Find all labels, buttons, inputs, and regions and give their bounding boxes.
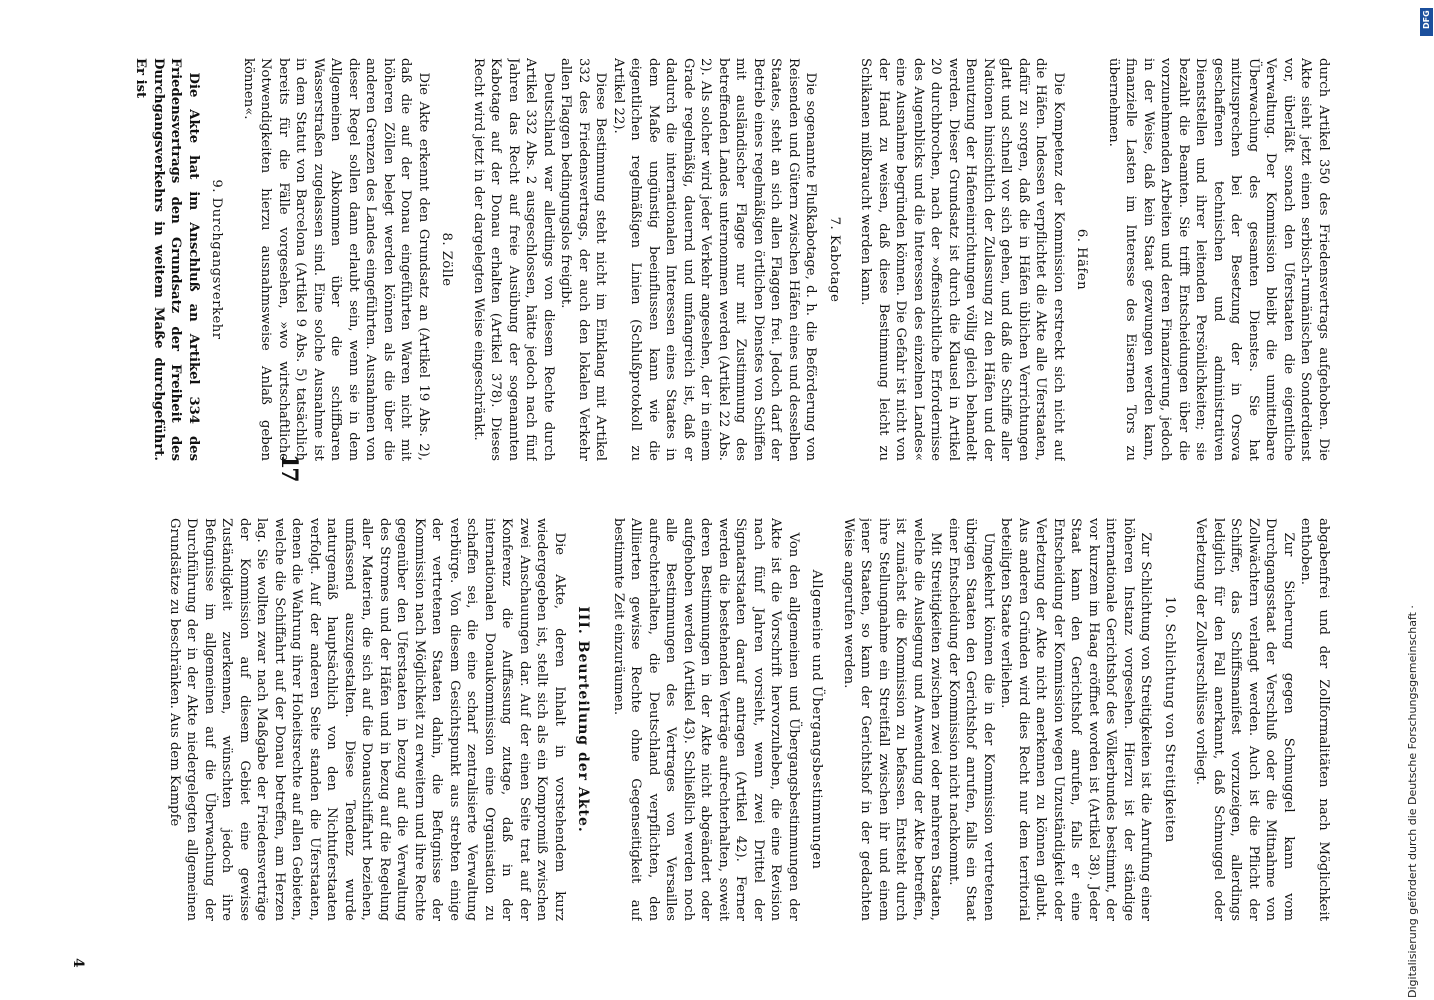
paragraph: Die Akte erkennt den Grundsatz an (Artikel 19 Abs. 2), daß die auf der Donau eingeführten Waren nicht mit höheren Zöllen belegt werden können als die über die anderen Grenzen des Landes eingeführten. Ausnahmen von dieser Regel sollen dann erlaubt sein, wenn sie in dem Allgemeinen Abkommen über die schiffbaren Wasserstraßen zugelassen sind. Eine solche Ausnahme ist in dem Statut von Barcelona (Artikel 9 Abs. 5) tatsächlich bereits für die Fälle vorgesehen, »wo wirtschaftliche Notwendigkeiten hierzu ausnahmsweise Anlaß geben können«.	[241, 58, 431, 461]
rotated-document-page	[42, 58, 1332, 968]
page-header-mark: 17	[276, 454, 302, 481]
credit-text: Digitalisierung gefördert durch die Deutsche Forschungsgemeinschaft ·	[1406, 605, 1419, 998]
paragraph: Die Akte, deren Inhalt in vorstehendem kurz wiedergegeben ist, stellt sich als ein Kompromiß zwischen zwei Anschauungen dar. Auf der einen Seite trat auf der Konferenz die Auffassung zutage, daß in der internationalen Donaukommission eine Organisation zu schaffen sei, die eine scharf zentralisierte Verwaltung verbürge. Von diesem Gesichtspunkt aus strebten einige der vertretenen Staaten dahin, die Befugnisse der Kommission nach Möglichkeit zu erweitern und ihre Rechte gegenüber den Uferstaaten in bezug auf die Verwaltung des Stromes und der Häfen und in bezug auf die Regelung aller Materien, die sich auf die Donauschiffahrt beziehen, umfassend auszugestalten. Diese Tendenz wurde naturgemäß hauptsächlich von den Nichtuferstaaten verfolgt. Auf der anderen Seite standen die Uferstaaten, denen die Wahrung ihrer Hoheitsrechte auf allen Gebieten, welche die Schiffahrt auf der Donau betreffen, am Herzen lag. Sie wollten zwar nach Maßgabe der Friedensverträge der Kommission auf diesem Gebiet eine gewisse Zuständigkeit zuerkennen, wünschten jedoch ihre Befugnisse im allgemeinen auf die Überwachung der Durchführung der in der Akte niedergelegten allgemeinen Grundsätze zu beschränken. Aus dem Kampfe	[167, 518, 567, 921]
section-heading-general: Allgemeine und Übergangsbestimmungen	[809, 569, 825, 870]
section-heading-7: 7. Kabotage	[827, 216, 842, 303]
paragraph: Die Akte hat im Anschluß an Artikel 334 des Friedensvertrags den Grundsatz der Freiheit des Durchgangsverkehrs in weitem Maße durchgeführt. Er ist	[133, 58, 201, 461]
digitization-credit	[1404, 8, 1428, 998]
paragraph: Umgekehrt können die in der Kommission vertretenen übrigen Staaten den Gerichtshof anrufen, falls ein Staat einer Entscheidung der Kommission nicht nachkommt.	[946, 518, 996, 921]
paragraph: durch Artikel 350 des Friedensvertrags aufgehoben. Die Akte sieht jetzt einen serbisch-rumänischen Sonderdienst vor, überläßt sonach den Uferstaaten die eigentliche Verwaltung. Der Kommission bleibt die unmittelbare Überwachung des gesamten Dienstes. Sie hat mitzusprechen bei der Besetzung der in Orsova geschaffenen technischen und administrativen Dienststellen und ihrer leitenden Persönlichkeiten; sie bezahlt die Beamten. Sie trifft Entscheidungen über die vorzunehmenden Arbeiten und deren Finanzierung, jedoch in der Weise, daß kein Staat gezwungen werden kann, finanzielle Lasten im Interesse des Eisernen Tors zu übernehmen.	[1106, 58, 1331, 461]
section-heading-iii: III. Beurteilung der Akte.	[575, 606, 592, 833]
paragraph: Diese Bestimmung steht nicht im Einklang mit Artikel 332 des Friedensvertrags, der auch den lokalen Verkehr allen Flaggen bedingungslos freigibt.	[558, 58, 609, 461]
paragraph: Die sogenannte Flußkabotage, d. h. die Beförderung von Reisenden und Gütern zwischen Häfen eines und desselben Staates, steht an sich allen Flaggen frei. Jedoch darf der Betrieb eines regelmäßigen örtlichen Dienstes von Schiffen mit ausländischer Flagge nur mit Zustimmung des betreffenden Landes unternommen werden (Artikel 22 Abs. 2). Als solcher wird jeder Verkehr angesehen, der in einem Grade regelmäßig, dauernd und umfangreich ist, daß er dadurch die internationalen Interessen eines Staates in dem Maße ungünstig beeinflussen kann wie die eigentlichen regelmäßigen Linien (Schlußprotokoll zu Artikel 22).	[611, 58, 819, 461]
left-text-column	[62, 58, 1332, 461]
paragraph: abgabenfrei und der Zollformalitäten nach Möglichkeit enthoben.	[1298, 518, 1331, 921]
paragraph: Deutschland war allerdings von diesem Rechte durch Artikel 332 Abs. 2 ausgeschlossen, hätte jedoch nach fünf Jahren das Recht auf freie Ausübung der sogenannten Kabotage auf der Donau erhalten (Artikel 378). Dieses Recht wird jetzt in der dargelegten Weise eingeschränkt.	[471, 58, 556, 461]
paragraph: Zur Sicherung gegen Schmuggel kann vom Durchgangsstaat der Verschluß oder die Mitnahme von Zollwächtern verlangt werden. Auch ist die Pflicht der Schiffer, das Schiffsmanifest vorzuzeigen, allerdings lediglich für den Fall anerkannt, daß Schmuggel oder Verletzung der Zollverschlüsse vorliegt.	[1193, 518, 1296, 921]
section-heading-8: 8. Zölle	[439, 232, 455, 287]
paragraph: Die Kompetenz der Kommission erstreckt sich nicht auf die Häfen. Indessen verpflichtet die Akte alle Uferstaaten, dafür zu sorgen, daß die in Häfen üblichen Verrichtungen glatt und schnell vor sich gehen, und daß die Schiffe aller Nationen hinsichtlich der Zulassung zu den Häfen und der Benutzung der Hafeneinrichtungen völlig gleich behandelt werden. Dieser Grundsatz ist durch die Klausel in Artikel 20 durchbrochen, nach der »offensichtliche Erfordernisse des Augenblicks und die Interessen des einzelnen Landes« eine Ausnahme begründen können. Die Gefahr ist nicht von der Hand zu weisen, daß diese Bestimmung leicht zu Schikanen mißbraucht werden kann.	[858, 58, 1066, 461]
section-heading-10: 10. Schlichtung von Streitigkeiten	[1162, 596, 1177, 843]
paragraph: Zur Schlichtung von Streitigkeiten ist die Anrufung einer höheren Instanz vorgesehen. Hierzu ist der ständige internationale Gerichtshof des Völkerbundes bestimmt, der vor kurzem im Haag eröffnet worden ist (Artikel 38). Jeder Staat kann den Gerichtshof anrufen, falls er eine Entscheidung der Kommission wegen Unzuständigkeit oder Verletzung der Akte nicht anerkennen zu können glaubt. Aus anderen Gründen wird dies Recht nur dem territorial beteiligten Staate verliehen.	[998, 518, 1154, 921]
page-number: 4	[70, 958, 86, 968]
dfg-badge-label: DFG	[1422, 10, 1431, 29]
section-heading-9: 9. Durchgangsverkehr	[209, 179, 225, 340]
right-text-column	[62, 518, 1332, 921]
paragraph: Von den allgemeinen und Übergangsbestimmungen der Akte ist die Vorschrift hervorzuheben, die eine Revision nach fünf Jahren vorsieht, wenn zwei Drittel der Signatarstaaten darauf antragen (Artikel 42). Ferner werden die bestehenden Verträge aufrechterhalten, soweit deren Bestimmungen in der Akte nicht abgeändert oder aufgehoben werden (Artikel 43). Schließlich werden noch alle Bestimmungen des Vertrages von Versailles aufrechterhalten, die Deutschland verpflichten, den Alliierten gewisse Rechte ohne Gegenseitigkeit auf bestimmte Zeit einzuräumen.	[611, 518, 801, 921]
section-heading-6: 6. Häfen	[1074, 228, 1090, 291]
paragraph: Mit Streitigkeiten zwischen zwei oder mehreren Staaten, welche die Auslegung und Anwendung der Akte betreffen, ist zunächst die Kommission zu befassen. Entsteht durch ihre Stellungnahme ein Streitfall zwischen ihr und einem jener Staaten, so kann der Gerichtshof in der gedachten Weise angerufen werden.	[841, 518, 944, 921]
dfg-logo-badge	[1420, 8, 1433, 36]
